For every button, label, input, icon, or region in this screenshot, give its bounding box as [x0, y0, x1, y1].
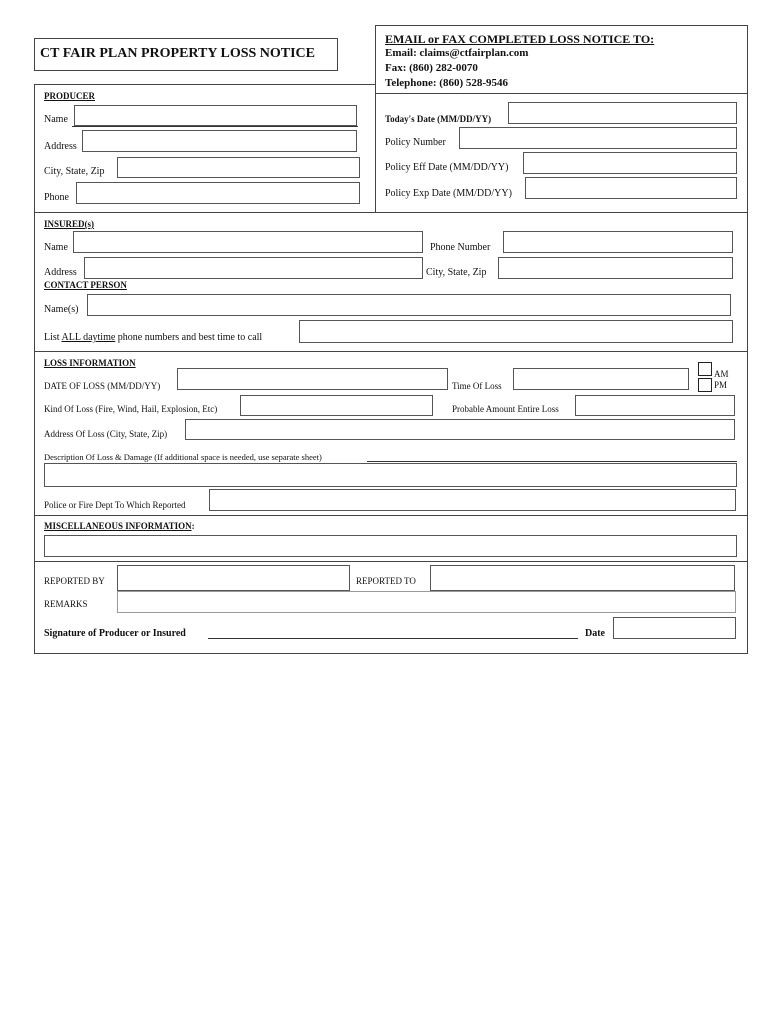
insured-name-field[interactable] [73, 231, 423, 253]
misc-heading-text: MISCELLANEOUS INFORMATION [44, 521, 192, 531]
address-of-loss-field[interactable] [185, 419, 735, 440]
producer-name-label: Name [44, 114, 68, 125]
fax-contact: Fax: (860) 282-0070 [385, 62, 478, 74]
signature-date-field[interactable] [613, 617, 736, 639]
contact-names-field[interactable] [87, 294, 731, 316]
time-of-loss-label: Time Of Loss [452, 381, 502, 391]
contact-phones-prefix: List [44, 332, 62, 343]
policy-eff-date-label: Policy Eff Date (MM/DD/YY) [385, 162, 509, 173]
date-of-loss-label: DATE OF LOSS (MM/DD/YY) [44, 381, 161, 391]
kind-of-loss-label: Kind Of Loss (Fire, Wind, Hail, Explosion, Etc) [44, 404, 218, 414]
producer-phone-field[interactable] [76, 182, 360, 204]
page-title: CT FAIR PLAN PROPERTY LOSS NOTICE [40, 46, 316, 61]
producer-name-field[interactable] [74, 105, 357, 126]
date-of-loss-field[interactable] [177, 368, 448, 390]
insured-phone-field[interactable] [503, 231, 733, 253]
description-field[interactable] [44, 463, 737, 487]
producer-city-label: City, State, Zip [44, 166, 105, 177]
time-of-loss-field[interactable] [513, 368, 689, 390]
reported-by-field[interactable] [117, 565, 350, 591]
insured-address-field[interactable] [84, 257, 423, 279]
producer-name-underline [72, 126, 358, 127]
pm-label: PM [714, 380, 728, 390]
send-to-divider [375, 93, 748, 94]
producer-address-field[interactable] [82, 130, 357, 152]
policy-exp-date-field[interactable] [525, 177, 737, 199]
remarks-label: REMARKS [44, 599, 88, 609]
producer-city-field[interactable] [117, 157, 360, 178]
description-label: Description Of Loss & Damage (If additional space is needed, use separate sheet) [44, 452, 322, 462]
todays-date-label: Today's Date (MM/DD/YY) [385, 114, 492, 124]
contact-phones-emphasis: ALL daytime [61, 332, 116, 343]
contact-names-label: Name(s) [44, 304, 79, 315]
police-fire-field[interactable] [209, 489, 736, 511]
misc-info-field[interactable] [44, 535, 737, 557]
send-to-heading: EMAIL or FAX COMPLETED LOSS NOTICE TO: [385, 32, 655, 46]
police-fire-label: Police or Fire Dept To Which Reported [44, 500, 186, 510]
contact-phones-label [44, 332, 262, 344]
signature-date-label: Date [585, 628, 605, 639]
am-label: AM [714, 369, 729, 379]
telephone-contact: Telephone: (860) 528-9546 [385, 77, 509, 89]
producer-heading: PRODUCER [44, 91, 95, 101]
insured-city-label: City, State, Zip [426, 267, 487, 278]
todays-date-field[interactable] [508, 102, 737, 124]
insured-address-label: Address [44, 267, 77, 278]
policy-exp-date-label: Policy Exp Date (MM/DD/YY) [385, 188, 512, 199]
policy-eff-date-field[interactable] [523, 152, 737, 174]
signature-label: Signature of Producer or Insured [44, 628, 186, 639]
description-underline [367, 461, 737, 462]
probable-amount-field[interactable] [575, 395, 735, 416]
remarks-field[interactable] [117, 591, 736, 613]
contact-phones-field[interactable] [299, 320, 733, 343]
email-contact: Email: claims@ctfairplan.com [385, 47, 529, 59]
producer-phone-label: Phone [44, 192, 69, 203]
pm-checkbox[interactable] [698, 378, 712, 392]
insured-city-field[interactable] [498, 257, 733, 279]
policy-number-field[interactable] [459, 127, 737, 149]
probable-amount-label: Probable Amount Entire Loss [452, 404, 559, 414]
contact-person-heading: CONTACT PERSON [44, 280, 127, 290]
misc-heading [44, 521, 195, 532]
reported-by-label: REPORTED BY [44, 576, 105, 586]
reported-to-field[interactable] [430, 565, 735, 591]
signature-line[interactable] [208, 638, 578, 639]
insured-name-label: Name [44, 242, 68, 253]
policy-number-label: Policy Number [385, 137, 446, 148]
contact-phones-suffix: phone numbers and best time to call [115, 332, 263, 343]
address-of-loss-label: Address Of Loss (City, State, Zip) [44, 429, 168, 439]
loss-info-heading: LOSS INFORMATION [44, 358, 136, 368]
am-checkbox[interactable] [698, 362, 712, 376]
kind-of-loss-field[interactable] [240, 395, 433, 416]
misc-heading-colon: : [191, 521, 195, 531]
reported-to-label: REPORTED TO [356, 576, 416, 586]
producer-address-label: Address [44, 141, 77, 152]
insured-phone-label: Phone Number [430, 242, 491, 253]
insured-heading: INSURED(s) [44, 219, 95, 229]
